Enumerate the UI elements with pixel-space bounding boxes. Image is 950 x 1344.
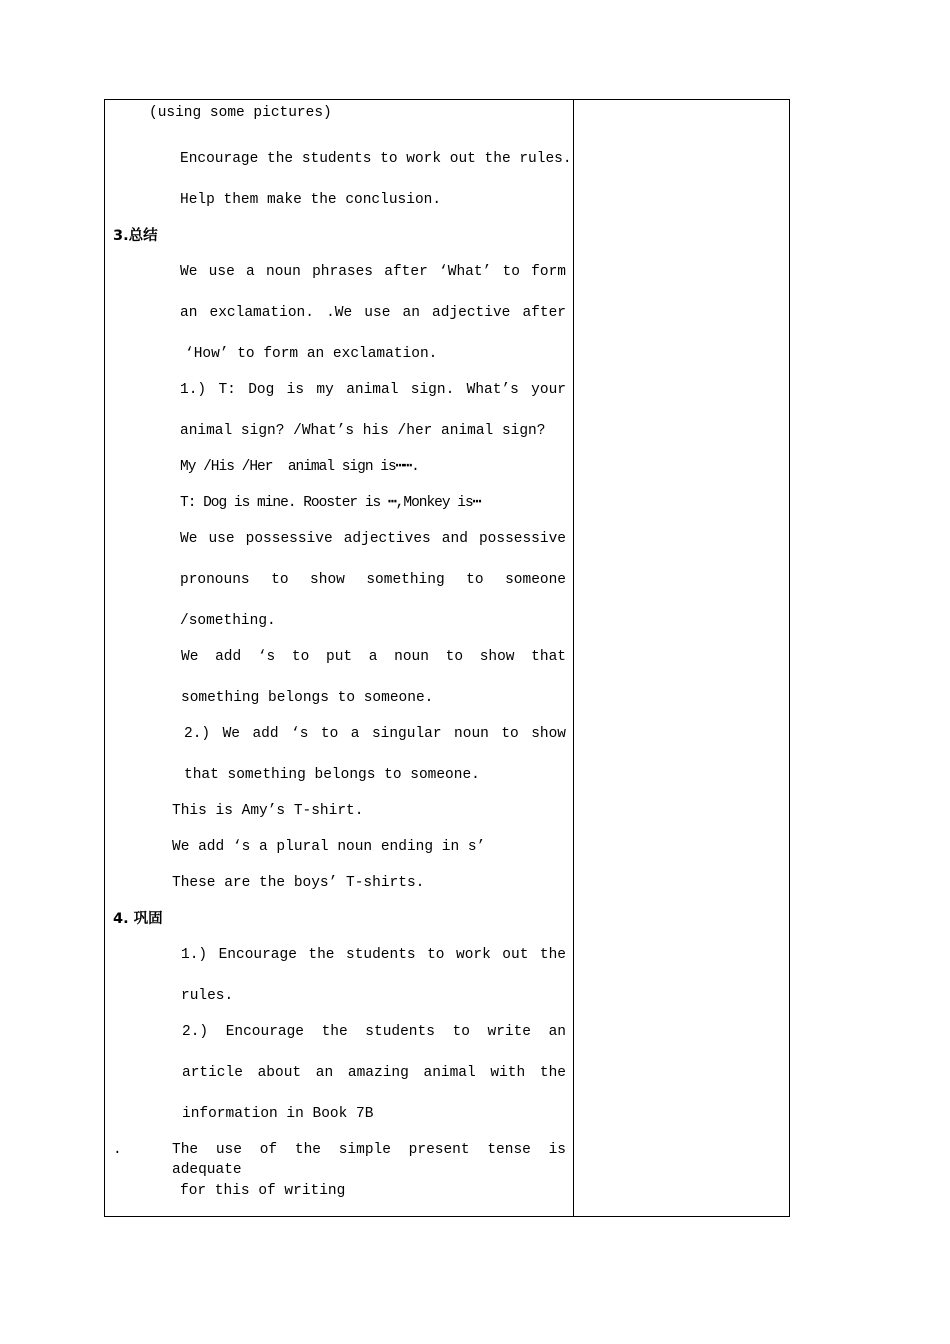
- item-1-line-1: 1.) Encourage the students to work out the: [181, 947, 566, 963]
- column-divider: [573, 99, 574, 1217]
- possessive-line-3: /something.: [180, 613, 276, 629]
- item-2-line-2: article about an amazing animal with the: [182, 1065, 566, 1081]
- possessive-line-2: pronouns to show something to someone: [180, 572, 566, 588]
- section-4-heading: 4. 巩固: [113, 911, 163, 927]
- amy-example: This is Amy’s T-shirt.: [172, 803, 364, 819]
- tense-line-2: for this of writing: [180, 1183, 346, 1199]
- example-1-line-1: 1.) T: Dog is my animal sign. What’s your: [180, 382, 566, 398]
- exclamation-line-3: ‘How’ to form an exclamation.: [185, 346, 438, 362]
- pictures-note: (using some pictures): [149, 105, 332, 121]
- exclamation-line-1: We use a noun phrases after ‘What’ to form: [180, 264, 566, 280]
- boys-example: These are the boys’ T-shirts.: [172, 875, 425, 891]
- plural-rule: We add ‘s a plural noun ending in s’: [172, 839, 486, 855]
- item-1-line-2: rules.: [181, 988, 234, 1004]
- help-conclusion-line: Help them make the conclusion.: [180, 192, 442, 208]
- tense-line-1: The use of the simple present tense is adequate: [172, 1142, 566, 1178]
- possessive-line-1: We use possessive adjectives and possessive: [180, 531, 566, 547]
- section-3-heading: 3.总结: [113, 228, 158, 244]
- item-2-line-1: 2.) Encourage the students to write an: [182, 1024, 566, 1040]
- exclamation-line-2: an exclamation. .We use an adjective after: [180, 305, 566, 321]
- leading-dot: .: [113, 1142, 122, 1158]
- encourage-rules-line: Encourage the students to work out the rules.: [180, 151, 572, 167]
- example-1-line-3: My /His /Her animal sign is┅┅.: [180, 459, 419, 475]
- item-2-line-3: information in Book 7B: [182, 1106, 374, 1122]
- example-2-line-1: 2.) We add ‘s to a singular noun to show: [184, 726, 566, 742]
- add-s-line-1: We add ‘s to put a noun to show that: [181, 649, 566, 665]
- example-1-line-4: T: Dog is mine. Rooster is ┅,Monkey is┅: [180, 495, 481, 511]
- add-s-line-2: something belongs to someone.: [181, 690, 434, 706]
- example-1-line-2: animal sign? /What’s his /her animal sign?: [180, 423, 546, 439]
- example-2-line-2: that something belongs to someone.: [184, 767, 480, 783]
